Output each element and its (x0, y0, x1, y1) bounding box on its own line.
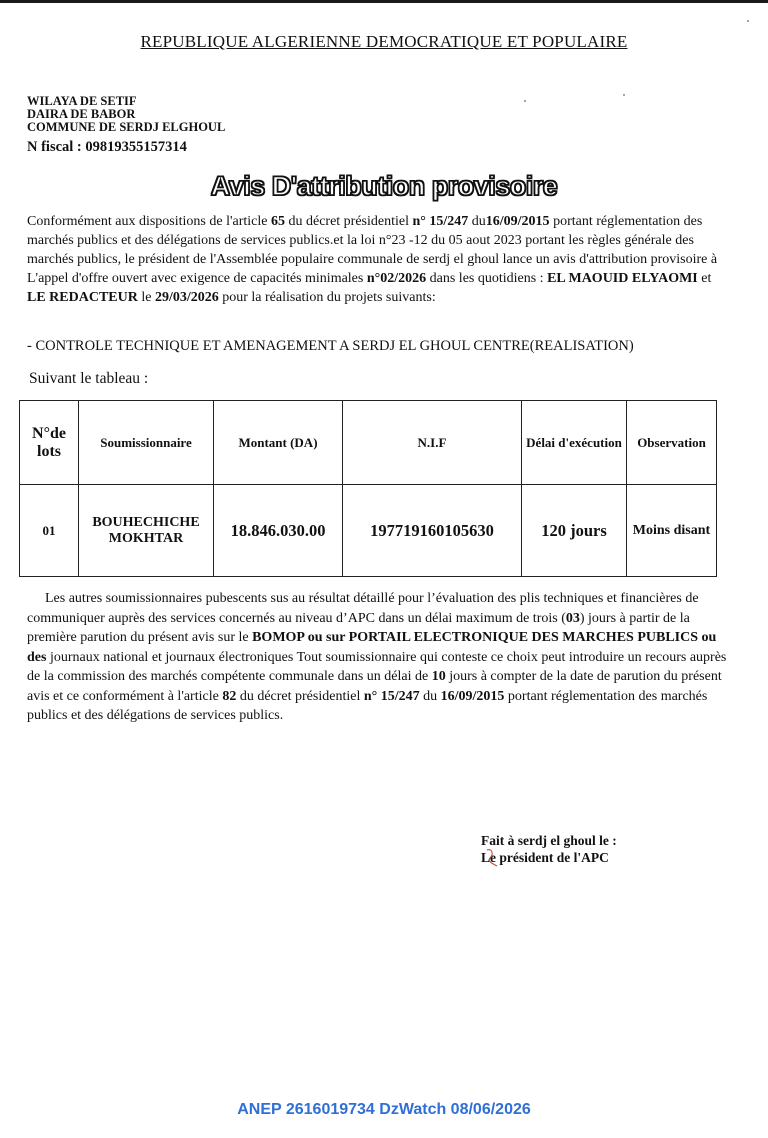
signature-block (481, 832, 617, 866)
cell-soumissionnaire: BOUHECHICHE MOKHTAR (79, 485, 214, 577)
handwritten-mark (484, 846, 500, 868)
body-text: journaux national et journaux électroniques Tout soumissionnaire qui conteste ce choix peut introduire un recours auprès de la commission des marchés compétente communale dans un délai de (27, 649, 727, 684)
cell-delai: 120 jours (522, 485, 627, 577)
intro-text: dans les quotidiens : (426, 271, 548, 286)
body-text: jours à compter de la date de parution du présent avis et ce conformément à l'article (27, 669, 722, 704)
administration-block (27, 95, 225, 134)
intro-bold: LE REDACTEUR (27, 290, 138, 305)
intro-text: le (137, 290, 155, 305)
body-bold: 03 (565, 610, 580, 626)
project-line: - CONTROLE TECHNIQUE ET AMENAGEMENT A SERDJ EL GHOUL CENTRE(REALISATION) (27, 338, 634, 354)
body-text: du décret présidentiel (236, 688, 364, 704)
body-text: portant réglementation des marchés publics et des délégations de services publics. (27, 688, 708, 723)
header-soumissionnaire: Soumissionnaire (79, 401, 214, 485)
body-text: du (419, 688, 441, 704)
body-text: Les autres soumissionnaires pubescents sus au résultat détaillé pour l’évaluation des plis techniques et financières de communiquer auprès des services concernés au niveau d’APC dans un délai maximum de trois ( (27, 591, 699, 626)
republic-title: REPUBLIQUE ALGERIENNE DEMOCRATIQUE ET POPULAIRE (140, 32, 628, 51)
intro-bold: 16/09/2015 (485, 214, 550, 229)
table-row (20, 485, 717, 577)
intro-bold: EL MAOUID ELYAOMI (547, 271, 698, 286)
fiscal-number (27, 139, 187, 156)
body-bold: 16/09/2015 (440, 688, 505, 704)
header-lots: N°de lots (20, 401, 79, 485)
cell-observation: Moins disant (627, 485, 717, 577)
intro-bold: 65 (270, 214, 285, 229)
intro-text: et (697, 271, 712, 286)
cell-nif: 197719160105630 (343, 485, 522, 577)
wilaya-line: WILAYA DE SETIF (27, 94, 137, 108)
body-text: ) jours à partir de la première parution du présent avis sur le (27, 610, 690, 645)
body-bold: 82 (222, 688, 237, 704)
body-bold: n° 15/247 (363, 688, 420, 704)
fiscal-value: 09819355157314 (85, 139, 187, 155)
signature-title-line: Le président de l'APC (481, 850, 609, 865)
signature-place-line: Fait à serdj el ghoul le : (481, 833, 617, 848)
intro-bold: 29/03/2026 (154, 290, 219, 305)
commune-line: COMMUNE DE SERDJ ELGHOUL (27, 120, 226, 134)
intro-bold: n° 15/247 (412, 214, 469, 229)
body-paragraph (27, 589, 727, 726)
intro-text: portant réglementation des marchés publics et des délégations de services publics.et la loi n°23 -12 du 05 aout 2023 portant les règles générale des marchés publics, le président de l'Assemblée populaire communale de serdj el ghoul lance un avis d'attribution provisoire à L'appel d'offre ouvert avec exigence de capacités minimales (27, 214, 718, 286)
header-observation: Observation (627, 401, 717, 485)
fiscal-label: N fiscal : (27, 139, 86, 155)
notice-title: Avis D'attribution provisoire (210, 171, 558, 201)
intro-text: du décret présidentiel (284, 214, 413, 229)
intro-text: du (468, 214, 486, 229)
intro-paragraph (27, 212, 727, 307)
intro-bold: n°02/2026 (366, 271, 427, 286)
body-bold: BOMOP ou sur PORTAIL ELECTRONIQUE DES MARCHES PUBLICS ou des (27, 630, 717, 665)
scan-speck (524, 100, 526, 102)
cell-lot: 01 (20, 485, 79, 577)
footer-reference: ANEP 2616019734 DzWatch 08/06/2026 (237, 1101, 531, 1118)
header-nif: N.I.F (343, 401, 522, 485)
attribution-table (19, 400, 717, 577)
header-delai: Délai d'exécution (522, 401, 627, 485)
table-intro: Suivant le tableau : (29, 370, 149, 387)
daira-line: DAIRA DE BABOR (27, 107, 136, 121)
table-header-row (20, 401, 717, 485)
body-bold: 10 (431, 669, 446, 684)
scan-speck (747, 20, 749, 22)
scan-speck (623, 94, 625, 96)
header-montant: Montant (DA) (214, 401, 343, 485)
cell-montant: 18.846.030.00 (214, 485, 343, 577)
top-border-line (0, 0, 768, 3)
intro-text: pour la réalisation du projets suivants: (218, 290, 436, 305)
intro-text: Conformément aux dispositions de l'article (27, 214, 271, 229)
